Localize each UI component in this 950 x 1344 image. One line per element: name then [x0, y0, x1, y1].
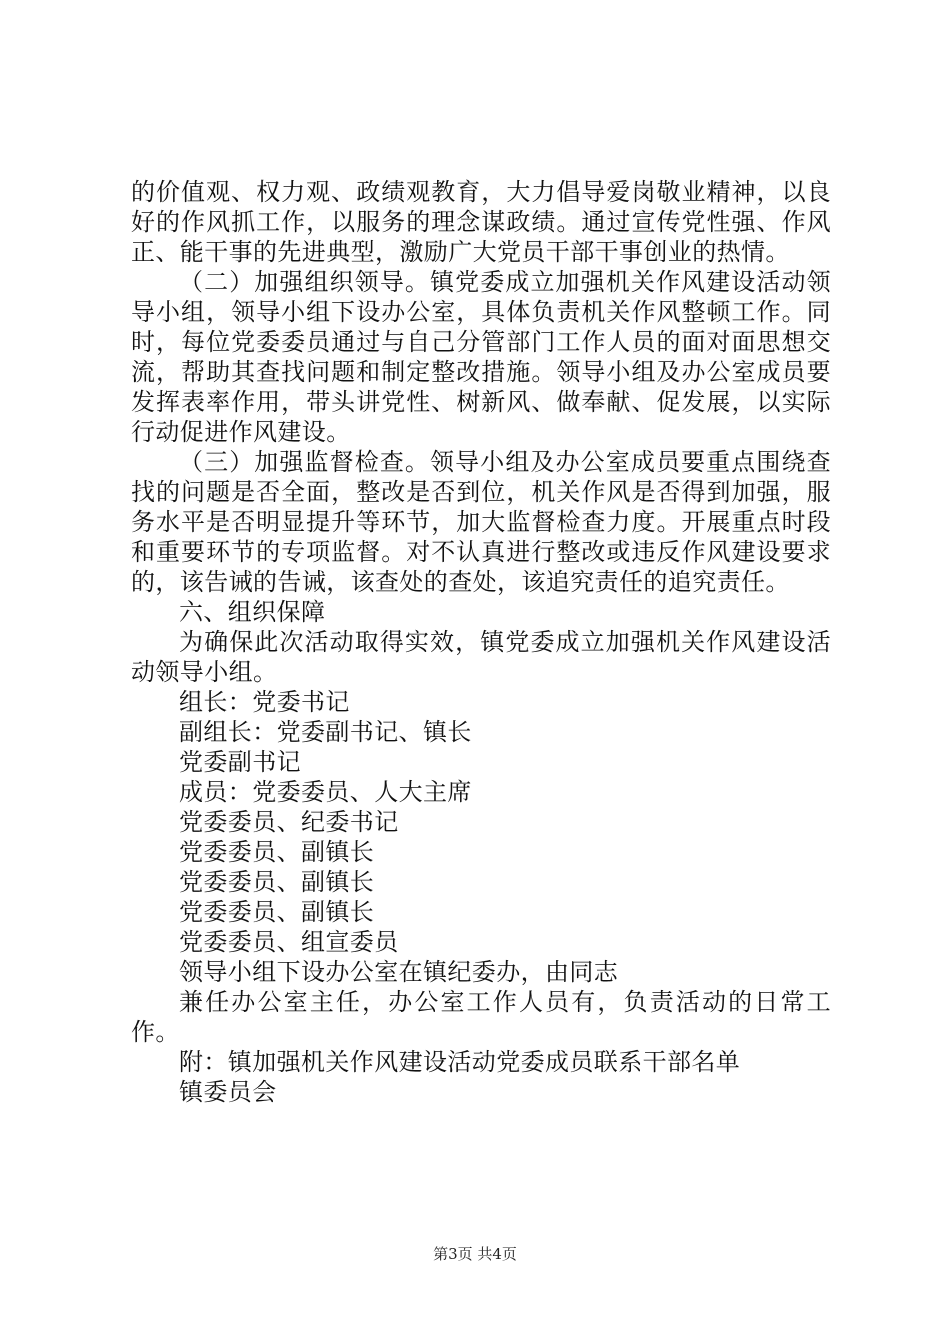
member-line-members: 成员：党委委员、人大主席: [179, 778, 472, 806]
paragraph-office-location: 领导小组下设办公室在镇纪委办，由同志: [179, 958, 619, 986]
member-line-vice-mayor-1: 党委委员、副镇长: [179, 838, 375, 866]
paragraph-section-two: （二）加强组织领导。镇党委成立加强机关作风建设活动领导小组，领导小组下设办公室，具体负责机关作风整顿工作。同时，每位党委委员通过与自己分管部门工作人员的面对面思想交流，帮助其查找问题和制定整改措施。领导小组及办公室成员要发挥表率作用，带头讲党性、树新风、做奉献、促发展，以实际行动促进作风建设。: [131, 268, 831, 446]
member-line-leader: 组长：党委书记: [179, 688, 350, 716]
page-number-footer: 第3页 共4页: [433, 1245, 517, 1263]
member-line-deputy: 副组长：党委副书记、镇长: [179, 718, 472, 746]
member-line-deputy-secretary: 党委副书记: [179, 748, 301, 776]
attachment-line: 附：镇加强机关作风建设活动党委成员联系干部名单: [179, 1048, 741, 1076]
member-line-vice-mayor-3: 党委委员、副镇长: [179, 898, 375, 926]
signature-committee: 镇委员会: [179, 1078, 277, 1106]
paragraph-guarantee: 为确保此次活动取得实效，镇党委成立加强机关作风建设活动领导小组。: [131, 628, 831, 686]
paragraph-continuation: 的价值观、权力观、政绩观教育，大力倡导爱岗敬业精神，以良好的作风抓工作，以服务的理念谋政绩。通过宣传党性强、作风正、能干事的先进典型，激励广大党员干部干事创业的热情。: [131, 178, 831, 266]
member-line-propaganda: 党委委员、组宣委员: [179, 928, 399, 956]
heading-section-six: 六、组织保障: [179, 598, 326, 626]
paragraph-section-three: （三）加强监督检查。领导小组及办公室成员要重点围绕查找的问题是否全面，整改是否到位，机关作风是否得到加强，服务水平是否明显提升等环节，加大监督检查力度。开展重点时段和重要环节的专项监督。对不认真进行整改或违反作风建设要求的，该告诫的告诫，该查处的查处，该追究责任的追究责任。: [131, 448, 831, 596]
member-line-vice-mayor-2: 党委委员、副镇长: [179, 868, 375, 896]
member-line-discipline: 党委委员、纪委书记: [179, 808, 399, 836]
paragraph-office-director: 兼任办公室主任，办公室工作人员有，负责活动的日常工作。: [131, 988, 831, 1046]
document-body: [131, 177, 831, 1107]
